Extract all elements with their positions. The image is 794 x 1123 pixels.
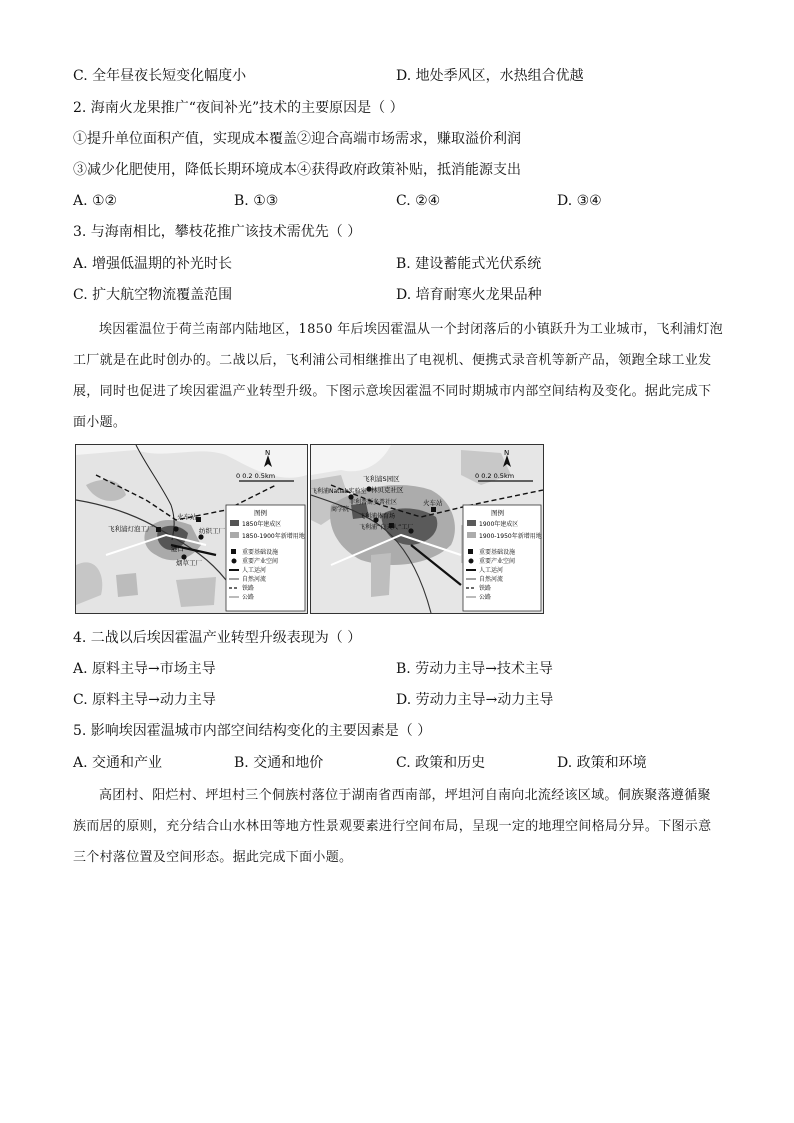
q3-option-d: D. 培育耐寒火龙果品种: [396, 287, 542, 303]
q5-stem: 5. 影响埃因霍温城市内部空间结构变化的主要因素是（ ）: [73, 723, 432, 739]
label-natlab: 飞利浦Natlab实验室: [311, 488, 367, 495]
svg-text:1900-1950年新增用地: 1900-1950年新增用地: [479, 533, 542, 540]
label-s-park: 飞利浦S园区: [363, 475, 400, 483]
q2-items-1: ①提升单位面积产值，实现成本覆盖②迎合高端市场需求，赚取溢价利润: [73, 131, 521, 147]
q2-option-d: D. ③④: [557, 193, 602, 209]
map-eindhoven-1850-1900: [75, 444, 308, 614]
svg-text:自然河流: 自然河流: [242, 576, 267, 583]
svg-text:铁路: 铁路: [479, 585, 492, 592]
svg-text:重要基础设施: 重要基础设施: [242, 549, 279, 556]
svg-text:铁路: 铁路: [242, 585, 255, 592]
scale-bar: 0 0.2 0.5km: [236, 472, 276, 480]
svg-text:N: N: [265, 449, 271, 457]
infrastructure-marker: [196, 517, 201, 522]
map-legend: [463, 505, 542, 611]
label-linbei: 林贝克社区: [371, 486, 404, 494]
q1-option-c: C. 全年昼夜长短变化幅度小: [73, 68, 247, 84]
q5-option-b: B. 交通和地价: [234, 755, 324, 771]
label-philipsdorp: 菲利普斯多普社区: [349, 499, 398, 506]
q2-stem: 2. 海南火龙果推广“夜间补光”技术的主要原因是（ ）: [73, 100, 404, 116]
svg-text:公路: 公路: [242, 594, 255, 601]
q1-option-d: D. 地处季风区，水热组合优越: [396, 68, 584, 84]
map-eindhoven-1900-1950: [310, 444, 544, 614]
svg-text:重要产业空间: 重要产业空间: [242, 558, 279, 565]
label-weaving: 纺织工厂: [199, 527, 225, 535]
q3-option-a: A. 增强低温期的补光时长: [73, 256, 233, 272]
label-tobacco: 烟草工厂: [176, 559, 202, 567]
q3-option-b: B. 建设蓄能式光伏系统: [396, 256, 542, 272]
svg-text:重要基础设施: 重要基础设施: [479, 549, 516, 556]
svg-text:人工运河: 人工运河: [242, 567, 267, 574]
passage-dong-villages: 高团村、阳烂村、坪坦村三个侗族村落位于湖南省西南部，坪坦河自南向北流经该区域。侗族聚落遵循聚族而居的原则，充分结合山水林田等地方性景观要素进行空间布局，呈现一定的地理空间格局分异。下图示意三个村落位置及空间形态。据此完成下面小题。: [73, 788, 712, 865]
q2-option-c: C. ②④: [396, 193, 441, 209]
svg-text:人工运河: 人工运河: [479, 567, 504, 574]
q5-option-d: D. 政策和环境: [557, 755, 647, 771]
q3-option-c: C. 扩大航空物流覆盖范围: [73, 287, 233, 303]
label-station: 火车站: [423, 499, 443, 507]
q3-stem: 3. 与海南相比，攀枝花推广该技术需优先（ ）: [73, 224, 362, 240]
scale-bar: 0 0.2 0.5km: [475, 472, 515, 480]
q5-option-c: C. 政策和历史: [396, 755, 486, 771]
svg-text:1850年建成区: 1850年建成区: [242, 521, 282, 528]
label-port: 港口: [171, 545, 184, 553]
svg-text:1900年建成区: 1900年建成区: [479, 521, 519, 528]
q2-items-2: ③减少化肥使用，降低长期环境成本④获得政府政策补贴，抵消能源支出: [73, 162, 521, 178]
infrastructure-marker: [431, 507, 436, 512]
svg-text:公路: 公路: [479, 594, 492, 601]
label-witte-dame: 飞利浦“白夫人”工厂: [359, 524, 414, 531]
label-lamp-factory: 飞利浦灯泡工厂: [108, 525, 154, 533]
label-station: 火车站: [177, 513, 197, 521]
label-stadium: 飞利浦体育场: [359, 513, 396, 520]
infrastructure-marker: [156, 527, 161, 532]
svg-text:1850-1900年新增用地: 1850-1900年新增用地: [242, 533, 305, 540]
svg-text:图例: 图例: [254, 509, 267, 517]
q4-option-c: C. 原料主导→动力主导: [73, 692, 216, 708]
q4-option-b: B. 劳动力主导→技术主导: [396, 661, 553, 677]
industry-marker: [198, 534, 203, 539]
q4-option-d: D. 劳动力主导→动力主导: [396, 692, 554, 708]
map-legend: [226, 505, 305, 611]
q4-option-a: A. 原料主导→市场主导: [73, 661, 216, 677]
q2-option-b: B. ①③: [234, 193, 279, 209]
industry-marker: [173, 526, 178, 531]
svg-text:N: N: [504, 449, 510, 457]
q2-option-a: A. ①②: [73, 193, 118, 209]
label-academy: 商学院: [331, 506, 350, 513]
svg-text:自然河流: 自然河流: [479, 576, 504, 583]
q5-option-a: A. 交通和产业: [73, 755, 163, 771]
svg-text:重要产业空间: 重要产业空间: [479, 558, 516, 565]
svg-text:图例: 图例: [491, 509, 504, 517]
passage-eindhoven: 埃因霍温位于荷兰南部内陆地区，1850 年后埃因霍温从一个封闭落后的小镇跃升为工业城市，飞利浦灯泡工厂就是在此时创办的。二战以后，飞利浦公司相继推出了电视机、便携式录音机等新产品，领跑全球工业发展，同时也促进了埃因霍温产业转型升级。下图示意埃因霍温不同时期城市内部空间结构及变化。据此完成下面小题。: [73, 322, 723, 430]
q4-stem: 4. 二战以后埃因霍温产业转型升级表现为（ ）: [73, 630, 362, 646]
